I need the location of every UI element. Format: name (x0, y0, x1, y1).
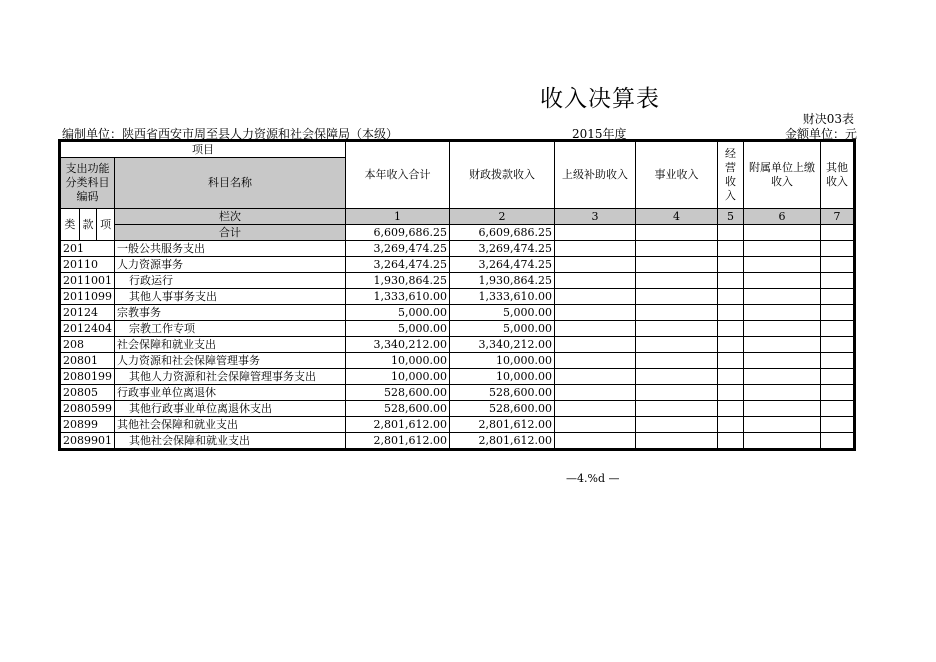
col-num-5: 5 (718, 209, 744, 225)
row-code: 20899 (61, 417, 115, 433)
total-col2: 6,609,686.25 (450, 225, 555, 241)
row-code: 20805 (61, 385, 115, 401)
header-line (62, 125, 857, 141)
row-col1: 10,000.00 (346, 369, 450, 385)
row-col2: 3,269,474.25 (450, 241, 555, 257)
row-col1: 1,930,864.25 (346, 273, 450, 289)
table-row (61, 401, 854, 417)
header-func-code: 支出功能分类科目编码 (61, 158, 115, 209)
row-subject: 宗教事务 (115, 305, 346, 321)
row-col1: 2,801,612.00 (346, 417, 450, 433)
table-row (61, 353, 854, 369)
col-num-6: 6 (744, 209, 821, 225)
amount-unit: 金额单位：元 (784, 127, 857, 141)
header-col3: 上级补助收入 (555, 142, 636, 209)
table-row (61, 417, 854, 433)
row-col1: 3,269,474.25 (346, 241, 450, 257)
col-num-7: 7 (821, 209, 854, 225)
header-xiang: 项 (97, 209, 115, 241)
row-subject: 其他人事事务支出 (115, 289, 346, 305)
row-col1: 3,264,474.25 (346, 257, 450, 273)
fiscal-year: 2015年度 (572, 127, 627, 141)
table-row (61, 305, 854, 321)
col-num-2: 2 (450, 209, 555, 225)
table-row (61, 385, 854, 401)
header-col4: 事业收入 (636, 142, 718, 209)
header-item: 项目 (61, 142, 346, 158)
header-col2: 财政拨款收入 (450, 142, 555, 209)
form-code: 财决03表 (802, 112, 854, 126)
row-col2: 5,000.00 (450, 321, 555, 337)
header-col1: 本年收入合计 (346, 142, 450, 209)
row-subject: 一般公共服务支出 (115, 241, 346, 257)
row-col1: 10,000.00 (346, 353, 450, 369)
row-code: 2080599 (61, 401, 115, 417)
row-col2: 2,801,612.00 (450, 417, 555, 433)
row-subject: 行政运行 (115, 273, 346, 289)
row-col1: 528,600.00 (346, 385, 450, 401)
col-num-3: 3 (555, 209, 636, 225)
row-col2: 3,264,474.25 (450, 257, 555, 273)
row-col2: 2,801,612.00 (450, 433, 555, 449)
header-kuan: 款 (79, 209, 97, 241)
org-name: 编制单位：陕西省西安市周至县人力资源和社会保障局（本级） (62, 127, 399, 141)
row-code: 2012404 (61, 321, 115, 337)
row-code: 2080199 (61, 369, 115, 385)
row-col1: 5,000.00 (346, 305, 450, 321)
row-col2: 1,333,610.00 (450, 289, 555, 305)
total-label: 合计 (115, 225, 346, 241)
row-subject: 人力资源事务 (115, 257, 346, 273)
row-code: 20801 (61, 353, 115, 369)
row-col2: 3,340,212.00 (450, 337, 555, 353)
header-col6: 附属单位上缴收入 (744, 142, 821, 209)
row-subject: 其他行政事业单位离退休支出 (115, 401, 346, 417)
row-code: 2011099 (61, 289, 115, 305)
row-col2: 10,000.00 (450, 353, 555, 369)
table-row (61, 337, 854, 353)
table-row (61, 257, 854, 273)
row-subject: 其他人力资源和社会保障管理事务支出 (115, 369, 346, 385)
page-title: 收入决算表 (540, 86, 660, 112)
row-col1: 3,340,212.00 (346, 337, 450, 353)
row-col2: 10,000.00 (450, 369, 555, 385)
row-subject: 其他社会保障和就业支出 (115, 433, 346, 449)
row-col1: 5,000.00 (346, 321, 450, 337)
row-col2: 528,600.00 (450, 385, 555, 401)
header-lei: 类 (61, 209, 80, 241)
col-num-4: 4 (636, 209, 718, 225)
row-code: 201 (61, 241, 115, 257)
table-row (61, 369, 854, 385)
row-subject: 人力资源和社会保障管理事务 (115, 353, 346, 369)
table-row (61, 241, 854, 257)
row-subject: 其他社会保障和就业支出 (115, 417, 346, 433)
col-num-1: 1 (346, 209, 450, 225)
row-col2: 1,930,864.25 (450, 273, 555, 289)
income-table (60, 141, 854, 449)
table-row (61, 433, 854, 449)
row-col1: 528,600.00 (346, 401, 450, 417)
row-col1: 1,333,610.00 (346, 289, 450, 305)
row-subject: 社会保障和就业支出 (115, 337, 346, 353)
row-code: 2011001 (61, 273, 115, 289)
table-row (61, 321, 854, 337)
row-code: 208 (61, 337, 115, 353)
header-col5: 经营收入 (718, 142, 744, 209)
row-code: 20110 (61, 257, 115, 273)
row-col2: 528,600.00 (450, 401, 555, 417)
header-lanci: 栏次 (115, 209, 346, 225)
header-col7: 其他收入 (821, 142, 854, 209)
row-col2: 5,000.00 (450, 305, 555, 321)
row-subject: 宗教工作专项 (115, 321, 346, 337)
header-subject-name: 科目名称 (115, 158, 346, 209)
page-footer: —4.%d — (566, 472, 620, 485)
row-code: 2089901 (61, 433, 115, 449)
table-row (61, 273, 854, 289)
row-code: 20124 (61, 305, 115, 321)
row-col1: 2,801,612.00 (346, 433, 450, 449)
table-row (61, 289, 854, 305)
total-col1: 6,609,686.25 (346, 225, 450, 241)
row-subject: 行政事业单位离退休 (115, 385, 346, 401)
